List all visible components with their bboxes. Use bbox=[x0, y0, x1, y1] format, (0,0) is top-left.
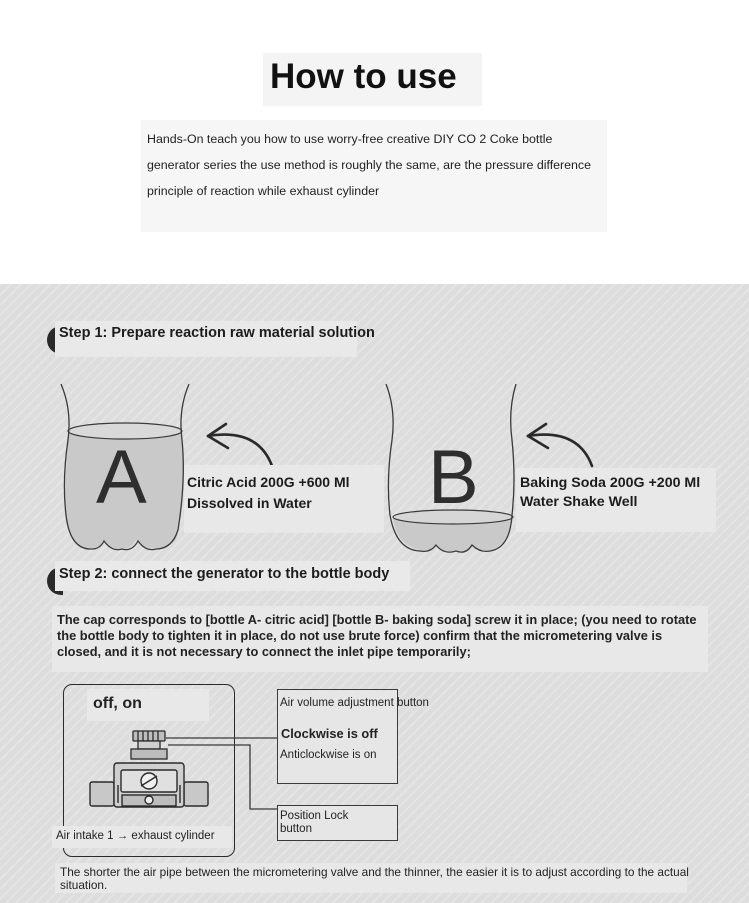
bottle-b-letter: B bbox=[428, 435, 479, 520]
anticlockwise-label: Anticlockwise is on bbox=[280, 749, 377, 761]
clockwise-label: Clockwise is off bbox=[281, 726, 378, 741]
step1-label: Step 1: Prepare reaction raw material solution bbox=[59, 325, 375, 341]
off-on-label: off, on bbox=[93, 695, 142, 712]
adjustment-knob-icon bbox=[131, 731, 167, 759]
bottle-b-caption: Baking Soda 200G +200 Ml Water Shake Well bbox=[520, 475, 701, 510]
step2-description: The cap corresponds to [bottle A- citric acid] [bottle B- baking soda] screw it in place; (you need to rotate the bottle body to tighten it in place, do not use brute force) confirm that the micrometering valve is closed, and it is not necessary to connect the inlet pipe temporarily; bbox=[57, 612, 697, 659]
air-intake-label: Air intake 1 → exhaust cylinder bbox=[56, 830, 215, 842]
bottle-a-caption: Citric Acid 200G +600 Ml Dissolved in Water bbox=[187, 474, 350, 511]
adjustment-button-label: Air volume adjustment button bbox=[280, 697, 429, 709]
page-title: How to use bbox=[270, 57, 457, 96]
intro-text: Hands-On teach you how to use worry-free creative DIY CO 2 Coke bottle generator series the use method is roughly the same, are the pressure difference principle of reaction while exhaust cylinder bbox=[147, 132, 592, 198]
footer-note: The shorter the air pipe between the micrometering valve and the thinner, the easier it is to adjust according to the actual situation. bbox=[60, 865, 689, 892]
valve-body-icon bbox=[90, 763, 208, 807]
lock-button-label: Position Lock button bbox=[280, 810, 349, 835]
step2-label: Step 2: connect the generator to the bottle body bbox=[59, 566, 390, 582]
bottle-a-letter: A bbox=[96, 435, 147, 520]
